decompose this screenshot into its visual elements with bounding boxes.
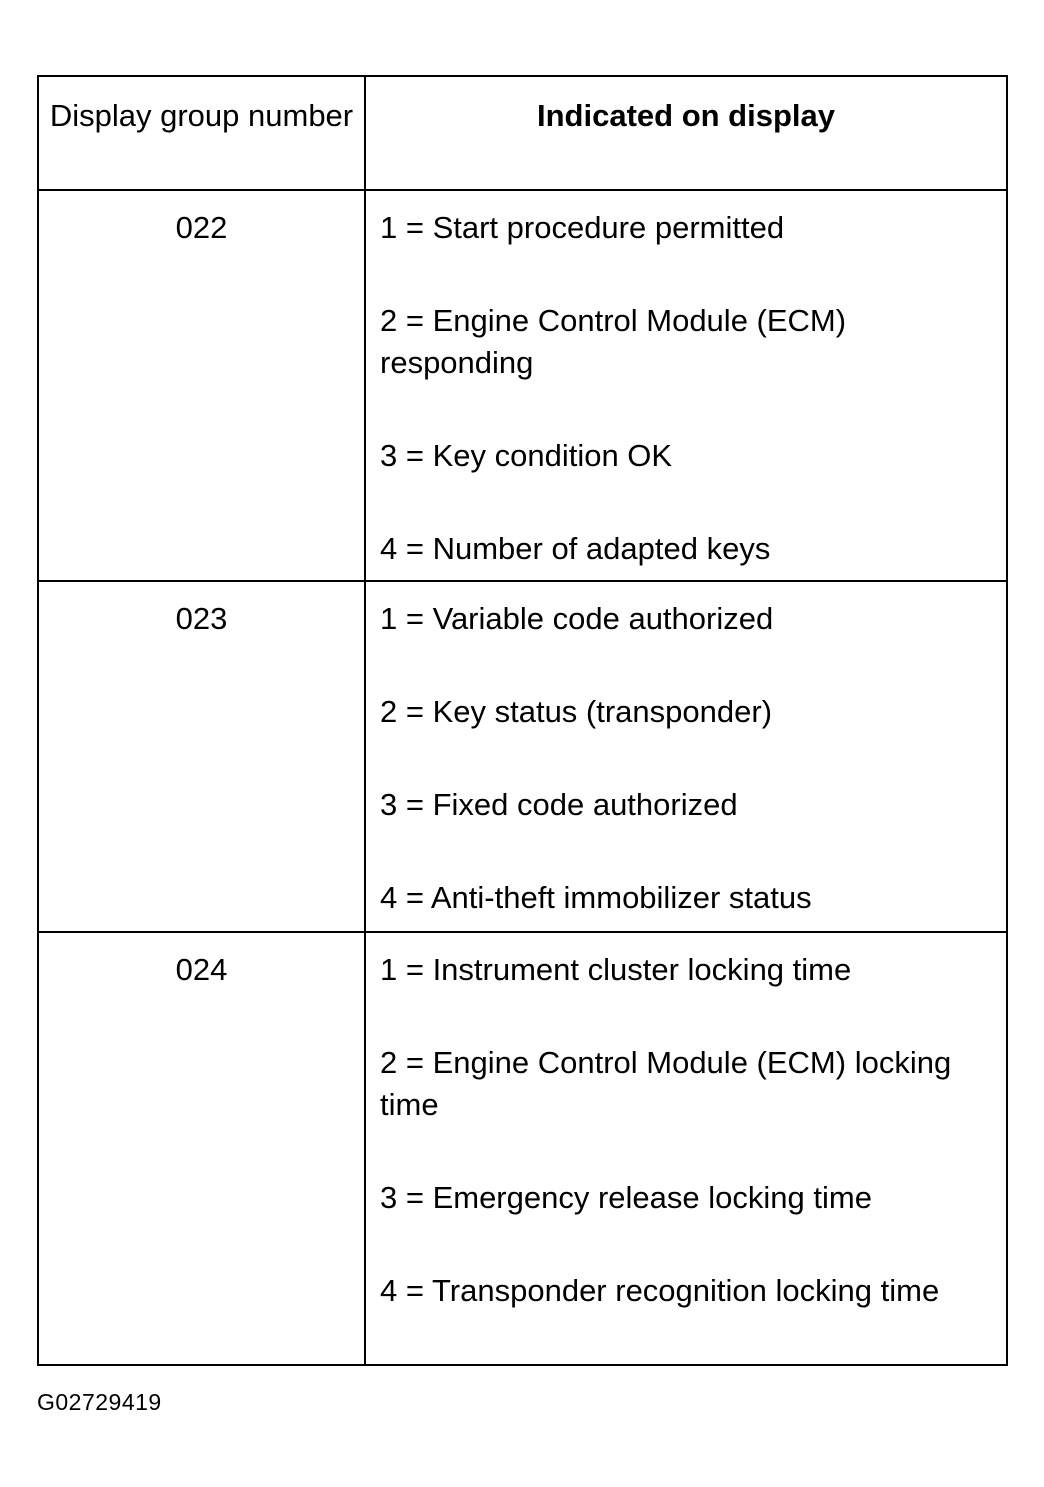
table-header-row	[38, 76, 1007, 190]
header-display-group-number	[38, 76, 365, 190]
figure-id: G02729419	[37, 1389, 162, 1415]
table-row	[38, 581, 1007, 932]
table-row	[38, 932, 1007, 1365]
indicated-item: 2 = Engine Control Module (ECM) locking time	[380, 1045, 952, 1122]
indicated-item: 3 = Key condition OK	[380, 438, 673, 473]
indicated-item: 4 = Number of adapted keys	[380, 531, 771, 566]
indicated-item: 2 = Key status (transponder)	[380, 694, 773, 729]
group-number-cell	[38, 581, 365, 932]
group-number: 023	[175, 601, 228, 636]
indicated-item: 3 = Fixed code authorized	[380, 787, 738, 822]
display-group-table	[37, 75, 1008, 1366]
table-row	[38, 190, 1007, 581]
header-group-label: Display group number	[49, 98, 354, 133]
group-number: 022	[175, 210, 228, 245]
group-number: 024	[175, 952, 228, 987]
group-number-cell	[38, 190, 365, 581]
group-number-cell	[38, 932, 365, 1365]
header-indicated-on-display	[365, 76, 1007, 190]
indicated-item: 4 = Transponder recognition locking time	[380, 1273, 940, 1308]
indicated-item: 1 = Start procedure permitted	[380, 210, 785, 245]
indicated-items-cell	[365, 581, 1007, 932]
header-indicated-label: Indicated on display	[537, 98, 835, 133]
indicated-item: 4 = Anti-theft immobilizer status	[380, 880, 812, 915]
indicated-item: 3 = Emergency release locking time	[380, 1180, 872, 1215]
indicated-items-cell	[365, 932, 1007, 1365]
indicated-item: 1 = Variable code authorized	[380, 601, 774, 636]
indicated-item: 2 = Engine Control Module (ECM) responding	[380, 303, 847, 380]
indicated-items-cell	[365, 190, 1007, 581]
indicated-item: 1 = Instrument cluster locking time	[380, 952, 852, 987]
